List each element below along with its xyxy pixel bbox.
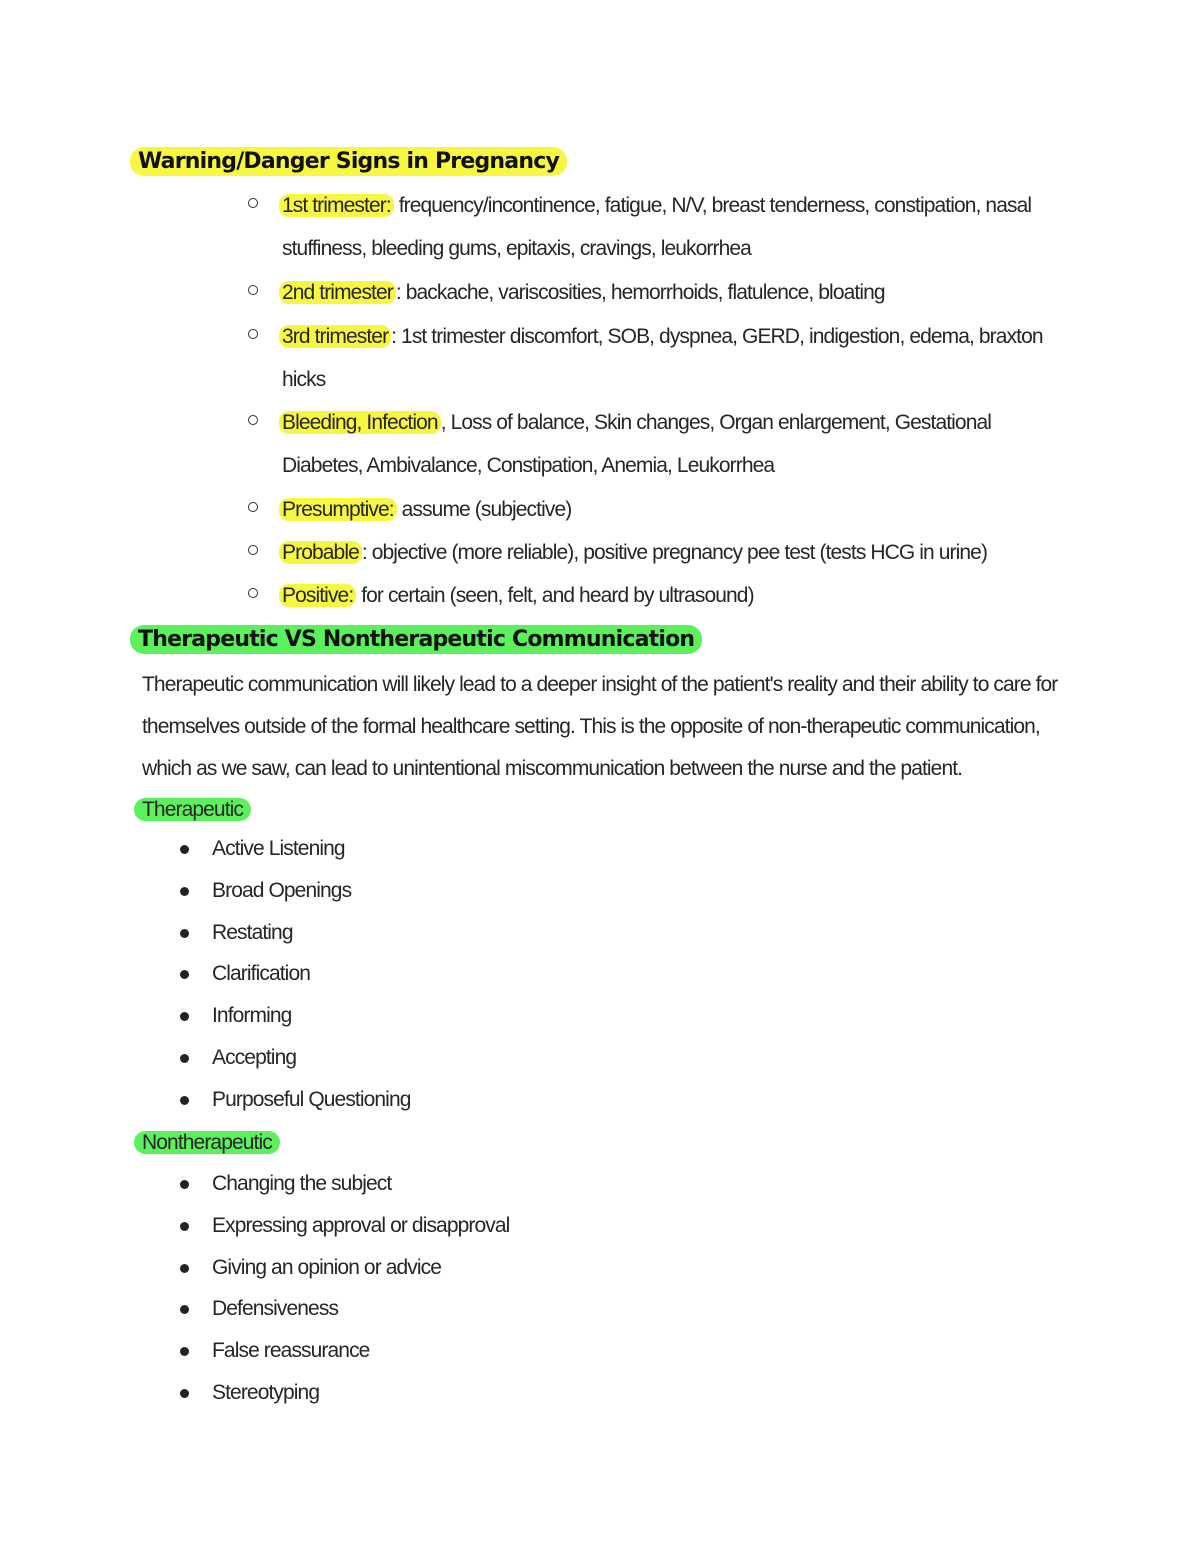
heading-highlight: Therapeutic VS Nontherapeutic Communication <box>130 625 702 654</box>
list-item: Purposeful Questioning <box>178 1079 411 1121</box>
list-item-2nd-trimester <box>248 271 1068 314</box>
item-text: : 1st trimester discomfort, SOB, dyspnea, GERD, indigestion, edema, braxton hicks <box>282 325 1043 391</box>
item-text: : backache, variscosities, hemorrhoids, flatulence, bloating <box>395 281 885 304</box>
hollow-bullet-icon <box>248 285 258 295</box>
bullet-icon <box>180 1054 189 1063</box>
term-highlight: Bleeding, Infection <box>279 411 441 434</box>
hollow-bullet-icon <box>248 545 258 555</box>
list-item: Stereotyping <box>178 1372 509 1414</box>
bullet-icon <box>180 1096 189 1105</box>
hollow-bullet-icon <box>248 329 258 339</box>
hollow-bullet-icon <box>248 198 258 208</box>
bullet-icon <box>180 1222 189 1231</box>
term-highlight: 2nd trimester <box>279 281 396 304</box>
list-item-positive <box>248 574 1068 617</box>
bullet-icon <box>180 1012 189 1021</box>
list-item: Broad Openings <box>178 870 411 912</box>
list-item: Changing the subject <box>178 1163 509 1205</box>
label-nontherapeutic: Nontherapeutic <box>142 1128 280 1158</box>
bullet-icon <box>180 887 189 896</box>
item-text: assume (subjective) <box>396 498 572 521</box>
list-item-bleeding-infection <box>248 401 1068 487</box>
bullet-icon <box>180 1347 189 1356</box>
list-item-3rd-trimester <box>248 315 1068 401</box>
hollow-bullet-icon <box>248 415 258 425</box>
item-text: : objective (more reliable), positive pregnancy pee test (tests HCG in urine) <box>361 541 988 564</box>
bullet-icon <box>180 1264 189 1273</box>
list-item-1st-trimester <box>248 184 1068 270</box>
paragraph-communication: Therapeutic communication will likely lead to a deeper insight of the patient's reality and their ability to care for themselves outside of the formal healthcare setting. This is the opposite of non-therapeutic communication, which as we saw, can lead to unintentional miscommunication between the nurse and the patient. <box>142 673 1058 780</box>
term-highlight: Presumptive: <box>279 498 397 521</box>
term-highlight: 1st trimester: <box>279 194 394 217</box>
list-item: False reassurance <box>178 1330 509 1372</box>
bullet-icon <box>180 1389 189 1398</box>
section-heading-pregnancy-signs <box>138 147 567 177</box>
bullet-icon <box>180 929 189 938</box>
list-item: Giving an opinion or advice <box>178 1247 509 1289</box>
bullet-icon <box>180 970 189 979</box>
list-item: Accepting <box>178 1037 411 1079</box>
term-highlight: Probable <box>279 541 362 564</box>
hollow-bullet-icon <box>248 502 258 512</box>
list-item-probable <box>248 531 1068 574</box>
therapeutic-list <box>178 828 411 1121</box>
list-item: Restating <box>178 912 411 954</box>
term-highlight: Positive: <box>279 584 356 607</box>
item-text: frequency/incontinence, fatigue, N/V, breast tenderness, constipation, nasal stuffiness, bleeding gums, epitaxis, cravings, leukorrhea <box>282 194 1032 260</box>
heading-highlight: Warning/Danger Signs in Pregnancy <box>130 147 567 176</box>
hollow-bullet-icon <box>248 588 258 598</box>
label-therapeutic: Therapeutic <box>142 795 251 825</box>
list-item: Clarification <box>178 953 411 995</box>
bullet-icon <box>180 845 189 854</box>
section-heading-communication <box>138 625 702 655</box>
list-item-presumptive <box>248 488 1068 531</box>
item-text: , Loss of balance, Skin changes, Organ enlargement, Gestational Diabetes, Ambivalance, Constipation, Anemia, Leukorrhea <box>282 411 992 477</box>
list-item: Expressing approval or disapproval <box>178 1205 509 1247</box>
list-item: Defensiveness <box>178 1288 509 1330</box>
list-item: Active Listening <box>178 828 411 870</box>
list-item: Informing <box>178 995 411 1037</box>
item-text: for certain (seen, felt, and heard by ultrasound) <box>356 584 754 607</box>
bullet-icon <box>180 1180 189 1189</box>
nontherapeutic-list <box>178 1163 509 1414</box>
bullet-icon <box>180 1305 189 1314</box>
term-highlight: 3rd trimester <box>279 325 391 348</box>
